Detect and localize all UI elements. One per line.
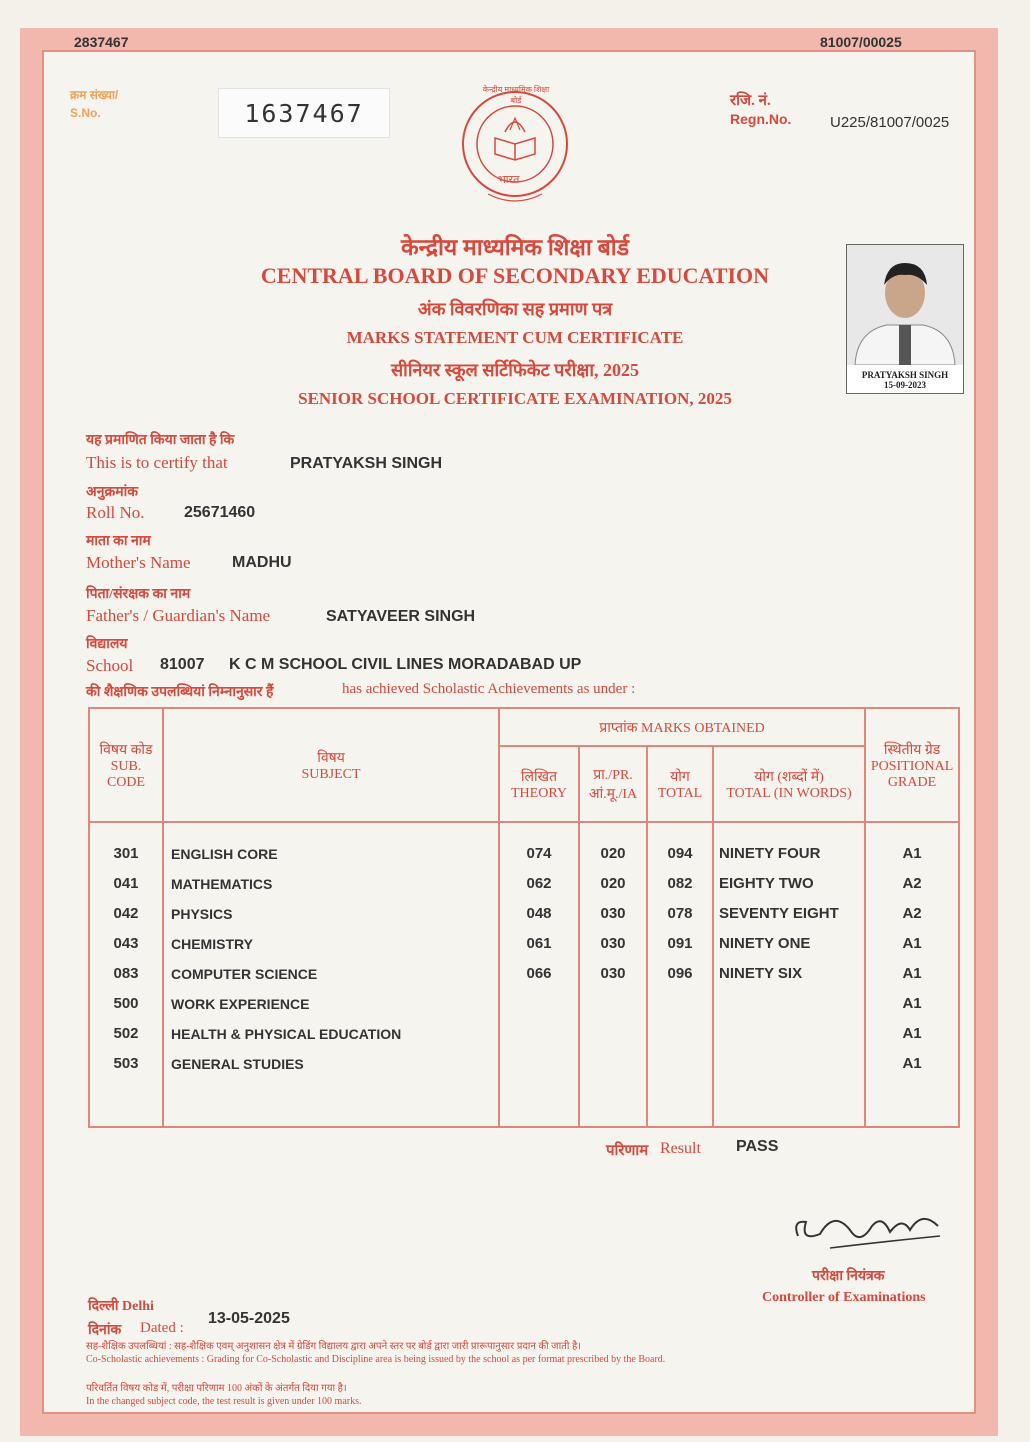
header-pr-en: आं.मू./IA bbox=[588, 787, 638, 802]
board-title-hi: केन्द्रीय माध्यमिक शिक्षा बोर्ड bbox=[400, 235, 630, 260]
regn-number: U225/81007/0025 bbox=[830, 114, 950, 131]
theory-column bbox=[499, 822, 579, 1127]
place-label: दिल्ली Delhi bbox=[88, 1299, 154, 1314]
serial-label-hi: क्रम संख्या/ bbox=[70, 88, 119, 102]
grade-cell: A2 bbox=[902, 875, 922, 892]
header-theory-hi: लिखित bbox=[520, 769, 558, 785]
serial-label-en: S.No. bbox=[70, 106, 101, 120]
grade-cell: A1 bbox=[902, 935, 922, 952]
code-cell: 502 bbox=[113, 1025, 139, 1042]
serial-label bbox=[70, 86, 118, 122]
header-subject-hi: विषय bbox=[317, 750, 345, 766]
mother-label-en: Mother's Name bbox=[86, 553, 191, 572]
header-practical bbox=[579, 746, 647, 822]
subject-cell: GENERAL STUDIES bbox=[171, 1056, 304, 1072]
theory-cell: 074 bbox=[526, 845, 552, 862]
codes-column bbox=[89, 822, 163, 1127]
controller-label-hi: परीक्षा नियंत्रक bbox=[812, 1269, 885, 1284]
portrait-icon bbox=[847, 245, 963, 365]
header-total-words bbox=[713, 746, 865, 822]
code-cell: 500 bbox=[113, 995, 139, 1012]
header-subject bbox=[163, 708, 499, 822]
header-total-en: TOTAL bbox=[657, 785, 703, 801]
total-cell: 096 bbox=[667, 965, 693, 982]
grade-cell: A1 bbox=[902, 1025, 922, 1042]
theory-cell: 048 bbox=[526, 905, 552, 922]
grade-column bbox=[865, 822, 959, 1127]
school-label-en: School bbox=[86, 656, 134, 675]
footnote-changed-code-hi: परिवर्तित विषय कोड में, परीक्षा परिणाम 100 अंकों के अंतर्गत दिया गया है। bbox=[86, 1383, 347, 1394]
cert-title-en: MARKS STATEMENT CUM CERTIFICATE bbox=[346, 328, 684, 347]
grade-cell: A1 bbox=[902, 845, 922, 862]
header-code-en: SUB. CODE bbox=[106, 758, 146, 790]
certify-label-hi: यह प्रमाणित किया जाता है कि bbox=[86, 433, 235, 448]
student-name: PRATYAKSH SINGH bbox=[290, 455, 443, 472]
header-code-hi: विषय कोड bbox=[99, 742, 153, 758]
total-cell: 082 bbox=[667, 875, 693, 892]
footnote-coscholastic-hi: सह-शैक्षिक उपलब्धियां : सह-शैक्षिक एवम् अनुशासन क्षेत्र में ग्रेडिंग विद्यालय द्वारा अपने स्तर पर बोर्ड द्वारा जारी प्रारूपानुसार प्रदान की जाती है। bbox=[86, 1341, 582, 1352]
pr-cell: 020 bbox=[600, 875, 626, 892]
theory-cell: 066 bbox=[526, 965, 552, 982]
header-words-hi: योग (शब्दों में) bbox=[754, 769, 824, 785]
roll-number: 25671460 bbox=[184, 504, 256, 521]
father-label-en: Father's / Guardian's Name bbox=[86, 606, 271, 625]
pr-cell: 020 bbox=[600, 845, 626, 862]
total-cell: 094 bbox=[667, 845, 693, 862]
subject-cell: ENGLISH CORE bbox=[171, 846, 278, 862]
logo-ring-text: केन्द्रीय माध्यमिक शिक्षा बोर्ड bbox=[482, 85, 550, 105]
header-sub-code bbox=[89, 708, 163, 822]
practical-column bbox=[579, 822, 647, 1127]
header-grade bbox=[865, 708, 959, 822]
dated-label-hi: दिनांक bbox=[88, 1323, 122, 1338]
footnote-changed-code-en: In the changed subject code, the test result is given under 100 marks. bbox=[86, 1396, 362, 1407]
footnote-coscholastic-en: Co-Scholastic achievements : Grading for Co-Scholastic and Discipline area is being issued by the school as per format prescribed by the Board. bbox=[86, 1354, 666, 1365]
header-grade-hi: स्थितीय ग्रेड bbox=[883, 742, 941, 758]
grade-cell: A1 bbox=[902, 995, 922, 1012]
result-value: PASS bbox=[736, 1138, 779, 1155]
father-name: SATYAVEER SINGH bbox=[326, 608, 476, 625]
achieved-label-hi: की शैक्षणिक उपलब्धियां निम्नानुसार हैं bbox=[86, 685, 274, 700]
pr-cell: 030 bbox=[600, 905, 626, 922]
subject-cell: CHEMISTRY bbox=[171, 936, 253, 952]
serial-number: 1637467 bbox=[218, 88, 390, 138]
mother-label-hi: माता का नाम bbox=[86, 534, 151, 549]
school-name: K C M SCHOOL CIVIL LINES MORADABAD UP bbox=[229, 656, 582, 673]
certify-label-en: This is to certify that bbox=[86, 453, 228, 472]
roll-label-en: Roll No. bbox=[86, 503, 145, 522]
code-cell: 503 bbox=[113, 1055, 139, 1072]
total-column bbox=[647, 822, 713, 1127]
theory-cell: 062 bbox=[526, 875, 552, 892]
photo-name: PRATYAKSH SINGH bbox=[861, 370, 949, 380]
words-cell: EIGHTY TWO bbox=[719, 875, 814, 892]
header-words-en: TOTAL (IN WORDS) bbox=[726, 785, 852, 801]
words-cell: SEVENTY EIGHT bbox=[719, 905, 839, 922]
father-label-hi: पिता/संरक्षक का नाम bbox=[86, 587, 191, 602]
subject-cell: COMPUTER SCIENCE bbox=[171, 966, 318, 982]
grade-cell: A1 bbox=[902, 965, 922, 982]
header-total bbox=[647, 746, 713, 822]
header-subject-en: SUBJECT bbox=[301, 766, 361, 782]
cert-title-hi: अंक विवरणिका सह प्रमाण पत्र bbox=[417, 299, 613, 319]
controller-signature bbox=[790, 1196, 950, 1271]
words-column bbox=[713, 822, 865, 1127]
words-cell: NINETY FOUR bbox=[719, 845, 821, 862]
total-cell: 078 bbox=[667, 905, 693, 922]
theory-cell: 061 bbox=[526, 935, 552, 952]
subject-cell: HEALTH & PHYSICAL EDUCATION bbox=[171, 1026, 402, 1042]
mother-name: MADHU bbox=[232, 554, 292, 571]
subject-cell: MATHEMATICS bbox=[171, 876, 273, 892]
code-cell: 043 bbox=[113, 935, 139, 952]
result-label-en: Result bbox=[660, 1140, 701, 1157]
top-left-number: 2837467 bbox=[74, 34, 129, 50]
code-cell: 041 bbox=[113, 875, 139, 892]
grade-cell: A1 bbox=[902, 1055, 922, 1072]
words-cell: NINETY ONE bbox=[719, 935, 811, 952]
logo-text: भारत bbox=[498, 174, 520, 186]
total-cell: 091 bbox=[667, 935, 693, 952]
school-label-hi: विद्यालय bbox=[86, 637, 128, 652]
subject-cell: WORK EXPERIENCE bbox=[171, 996, 310, 1012]
regn-label-en: Regn.No. bbox=[730, 111, 792, 127]
result-label-hi: परिणाम bbox=[606, 1143, 649, 1159]
exam-title-hi: सीनियर स्कूल सर्टिफिकेट परीक्षा, 2025 bbox=[391, 360, 639, 380]
dated-label-en: Dated : bbox=[140, 1320, 184, 1336]
header-theory bbox=[499, 746, 579, 822]
marks-table bbox=[88, 707, 960, 1128]
board-title-en: CENTRAL BOARD OF SECONDARY EDUCATION bbox=[260, 263, 770, 288]
pr-cell: 030 bbox=[600, 935, 626, 952]
roll-label-hi: अनुक्रमांक bbox=[86, 485, 138, 500]
student-photo bbox=[846, 244, 964, 394]
header-theory-en: THEORY bbox=[511, 785, 567, 801]
top-right-number: 81007/00025 bbox=[820, 34, 902, 50]
cbse-logo-icon bbox=[460, 82, 570, 212]
issue-date: 13-05-2025 bbox=[208, 1310, 290, 1327]
header-total-hi: योग bbox=[670, 769, 690, 785]
header-grade-en: POSITIONAL GRADE bbox=[870, 758, 954, 790]
pr-cell: 030 bbox=[600, 965, 626, 982]
achieved-label-en: has achieved Scholastic Achievements as under : bbox=[342, 681, 636, 697]
code-cell: 083 bbox=[113, 965, 139, 982]
header-marks-obtained: प्राप्तांक MARKS OBTAINED bbox=[499, 708, 865, 746]
subject-cell: PHYSICS bbox=[171, 906, 233, 922]
code-cell: 042 bbox=[113, 905, 139, 922]
words-cell: NINETY SIX bbox=[719, 965, 803, 982]
exam-title-en: SENIOR SCHOOL CERTIFICATE EXAMINATION, 2025 bbox=[298, 389, 732, 408]
subjects-column bbox=[163, 822, 499, 1127]
school-code: 81007 bbox=[160, 656, 205, 673]
controller-label-en: Controller of Examinations bbox=[762, 1290, 926, 1305]
header-pr-hi: प्रा./PR. bbox=[593, 768, 633, 783]
regn-label-hi: रजि. नं. bbox=[730, 93, 771, 109]
photo-date: 15-09-2023 bbox=[884, 380, 926, 390]
code-cell: 301 bbox=[113, 845, 139, 862]
grade-cell: A2 bbox=[902, 905, 922, 922]
